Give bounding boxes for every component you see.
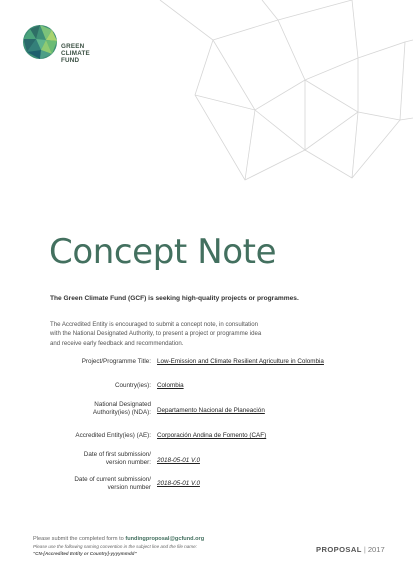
gcf-globe-logo-icon [22,24,58,60]
project-title-value[interactable]: Low-Emission and Climate Resilient Agriculture in Colombia [157,358,324,365]
ae-value[interactable]: Corporación Andina de Fomento (CAF) [157,432,267,439]
gcf-logo-text: GREEN CLIMATE FUND [61,43,90,64]
footer-proposal-mark: PROPOSAL | 2017 [316,545,385,554]
nda-value[interactable]: Departamento Nacional de Planeación [157,407,265,414]
footer-submit-instruction: Please submit the completed form to fundingproposal@gcfund.org [33,536,205,542]
intro-paragraph: The Accredited Entity is encouraged to submit a concept note, in consultation with the National Designated Authority, to present a project or programme idea and receive early feedback and recommendation. [50,321,262,347]
footer-naming-format: "CN-[Accredited Entity or Country]-yyyymmdd" [33,551,137,556]
project-title-label: Project/Programme Title: [81,358,151,365]
country-value[interactable]: Colombia [157,382,184,389]
country-label: Country(ies): [114,382,151,389]
current-submission-label: Date of current submission/ version number [74,476,151,491]
document-title: Concept Note [49,232,277,272]
first-submission-value[interactable]: 2018-05-01 V.0 [157,457,200,464]
submission-email-link[interactable]: fundingproposal@gcfund.org [125,536,205,542]
footer-naming-note: Please use the following naming convention in the subject line and the file name: [33,544,197,549]
nda-label: National Designated Authority(ies) (NDA): [92,401,151,416]
first-submission-label: Date of first submission/ version number: [83,451,151,466]
geodesic-mesh-decoration [0,0,413,200]
tagline: The Green Climate Fund (GCF) is seeking high-quality projects or programmes. [50,295,299,302]
current-submission-value[interactable]: 2018-05-01 V.0 [157,480,200,487]
ae-label: Accredited Entity(ies) (AE): [75,432,151,439]
